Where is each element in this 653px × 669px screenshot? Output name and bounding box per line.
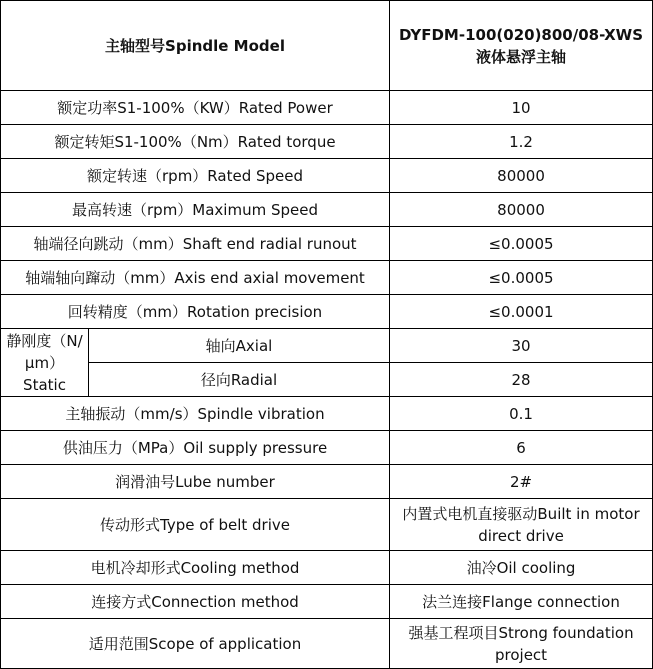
table-row bbox=[1, 619, 653, 669]
axial-label: 轴向Axial bbox=[89, 329, 390, 363]
row-value: 法兰连接Flange connection bbox=[390, 585, 653, 619]
model-number: DYFDM-100(020)800/08-XWS bbox=[399, 25, 643, 44]
row-value: ≤0.0001 bbox=[390, 295, 653, 329]
stiffness-axial-row bbox=[1, 329, 653, 363]
row-value: 80000 bbox=[390, 159, 653, 193]
row-value: 1.2 bbox=[390, 125, 653, 159]
row-value: ≤0.0005 bbox=[390, 227, 653, 261]
row-value: 6 bbox=[390, 431, 653, 465]
row-value: 油冷Oil cooling bbox=[390, 551, 653, 585]
table-row bbox=[1, 465, 653, 499]
row-label: 连接方式Connection method bbox=[1, 585, 390, 619]
row-label: 轴端径向跳动（mm）Shaft end radial runout bbox=[1, 227, 390, 261]
stiffness-radial-row bbox=[1, 363, 653, 397]
row-label: 回转精度（mm）Rotation precision bbox=[1, 295, 390, 329]
spindle-model-label: 主轴型号Spindle Model bbox=[1, 1, 390, 91]
radial-value: 28 bbox=[390, 363, 653, 397]
radial-label: 径向Radial bbox=[89, 363, 390, 397]
axial-value: 30 bbox=[390, 329, 653, 363]
row-value: 80000 bbox=[390, 193, 653, 227]
row-value: 内置式电机直接驱动Built in motor direct drive bbox=[390, 499, 653, 551]
table-row bbox=[1, 551, 653, 585]
row-label: 轴端轴向蹿动（mm）Axis end axial movement bbox=[1, 261, 390, 295]
table-row bbox=[1, 431, 653, 465]
table-row bbox=[1, 159, 653, 193]
row-value: ≤0.0005 bbox=[390, 261, 653, 295]
row-label: 供油压力（MPa）Oil supply pressure bbox=[1, 431, 390, 465]
row-label: 电机冷却形式Cooling method bbox=[1, 551, 390, 585]
table-row bbox=[1, 227, 653, 261]
row-label: 额定转速（rpm）Rated Speed bbox=[1, 159, 390, 193]
row-value: 2# bbox=[390, 465, 653, 499]
row-label: 最高转速（rpm）Maximum Speed bbox=[1, 193, 390, 227]
spindle-model-value bbox=[390, 1, 653, 91]
row-label: 润滑油号Lube number bbox=[1, 465, 390, 499]
table-row bbox=[1, 499, 653, 551]
row-label: 额定功率S1-100%（KW）Rated Power bbox=[1, 91, 390, 125]
table-row bbox=[1, 125, 653, 159]
table-row bbox=[1, 193, 653, 227]
row-label: 额定转矩S1-100%（Nm）Rated torque bbox=[1, 125, 390, 159]
table-row bbox=[1, 295, 653, 329]
table-row bbox=[1, 261, 653, 295]
row-value: 强基工程项目Strong foundation project bbox=[390, 619, 653, 669]
static-stiffness-label: 静刚度（N/μm）Static bbox=[1, 329, 89, 397]
row-value: 0.1 bbox=[390, 397, 653, 431]
row-label: 主轴振动（mm/s）Spindle vibration bbox=[1, 397, 390, 431]
row-label: 传动形式Type of belt drive bbox=[1, 499, 390, 551]
header-row bbox=[1, 1, 653, 91]
table-row bbox=[1, 397, 653, 431]
row-value: 10 bbox=[390, 91, 653, 125]
model-type: 液体悬浮主轴 bbox=[476, 47, 567, 66]
row-label: 适用范围Scope of application bbox=[1, 619, 390, 669]
table-row bbox=[1, 91, 653, 125]
table-row bbox=[1, 585, 653, 619]
